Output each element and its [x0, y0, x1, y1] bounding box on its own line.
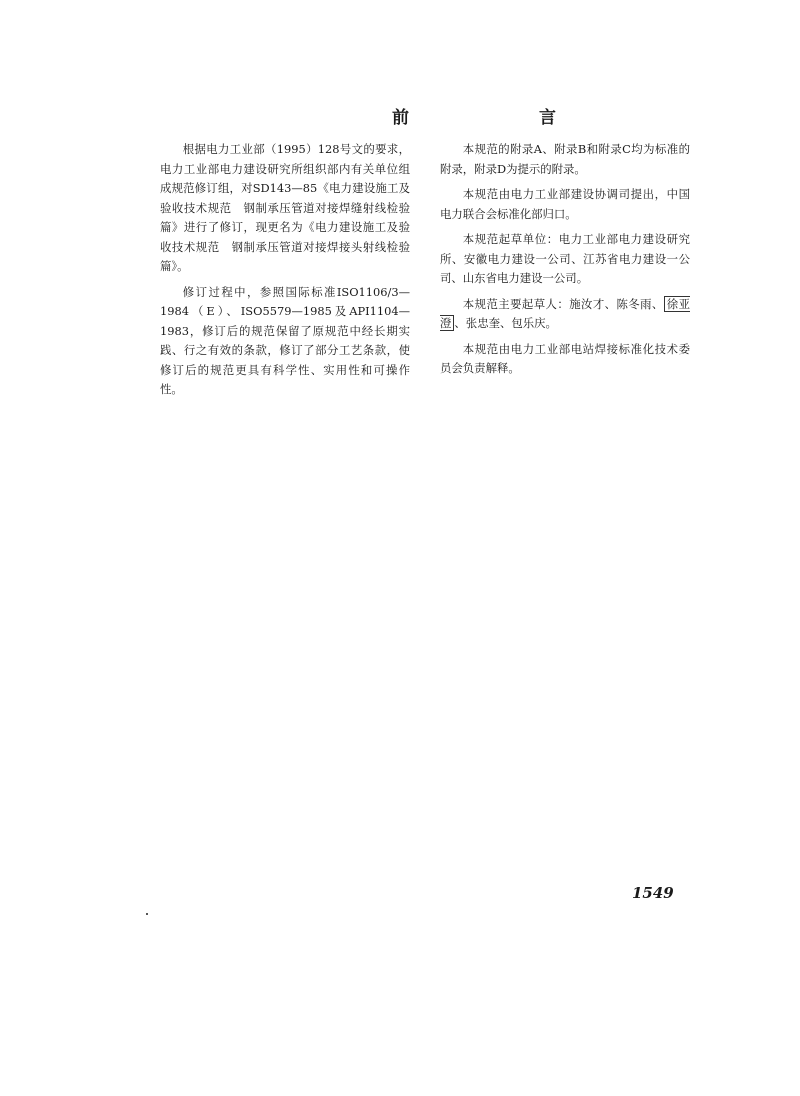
- left-column: [160, 140, 410, 406]
- right-column: [440, 140, 690, 385]
- drafters-suffix: 、张忠奎、包乐庆。: [454, 316, 557, 330]
- scan-speck: [146, 913, 148, 915]
- paragraph-main-drafters: [440, 295, 690, 334]
- drafter-boxed-name: 徐亚澄: [440, 296, 690, 330]
- paragraph-interpretation: 本规范由电力工业部电站焊接标准化技术委员会负责解释。: [440, 341, 690, 375]
- paragraph-drafting-units: 本规范起草单位：电力工业部电力建设研究所、安徽电力建设一公司、江苏省电力建设一公司、山东省电力建设一公司。: [440, 232, 690, 285]
- page-title: 前 言: [392, 108, 588, 128]
- paragraph-revision-basis: 根据电力工业部（1995）128号文的要求，电力工业部电力建设研究所组织部内有关单位组成规范修订组，对SD143—85《电力建设施工及验收技术规范 钢制承压管道对接焊缝射线检验篇》进行了修订，现更名为《电力建设施工及验收技术规范 钢制承压管道对接焊接头射线检验篇》。: [160, 142, 410, 273]
- paragraph-appendix-info: 本规范的附录A、附录B和附录C均为标准的附录，附录D为提示的附录。: [440, 142, 690, 176]
- paragraph-revision-process: 修订过程中，参照国际标准ISO1106/3—1984（E）、ISO5579—1985及API1104—1983，修订后的规范保留了原规范中经长期实践、行之有效的条款，修订了部分工艺条款，使修订后的规范更具有科学性、实用性和可操作性。: [160, 284, 410, 396]
- drafters-prefix: 本规范主要起草人：施汝才、陈冬雨、: [462, 296, 664, 311]
- paragraph-proposer: 本规范由电力工业部建设协调司提出，中国电力联合会标准化部归口。: [440, 187, 690, 221]
- page-number: 1549: [632, 884, 674, 902]
